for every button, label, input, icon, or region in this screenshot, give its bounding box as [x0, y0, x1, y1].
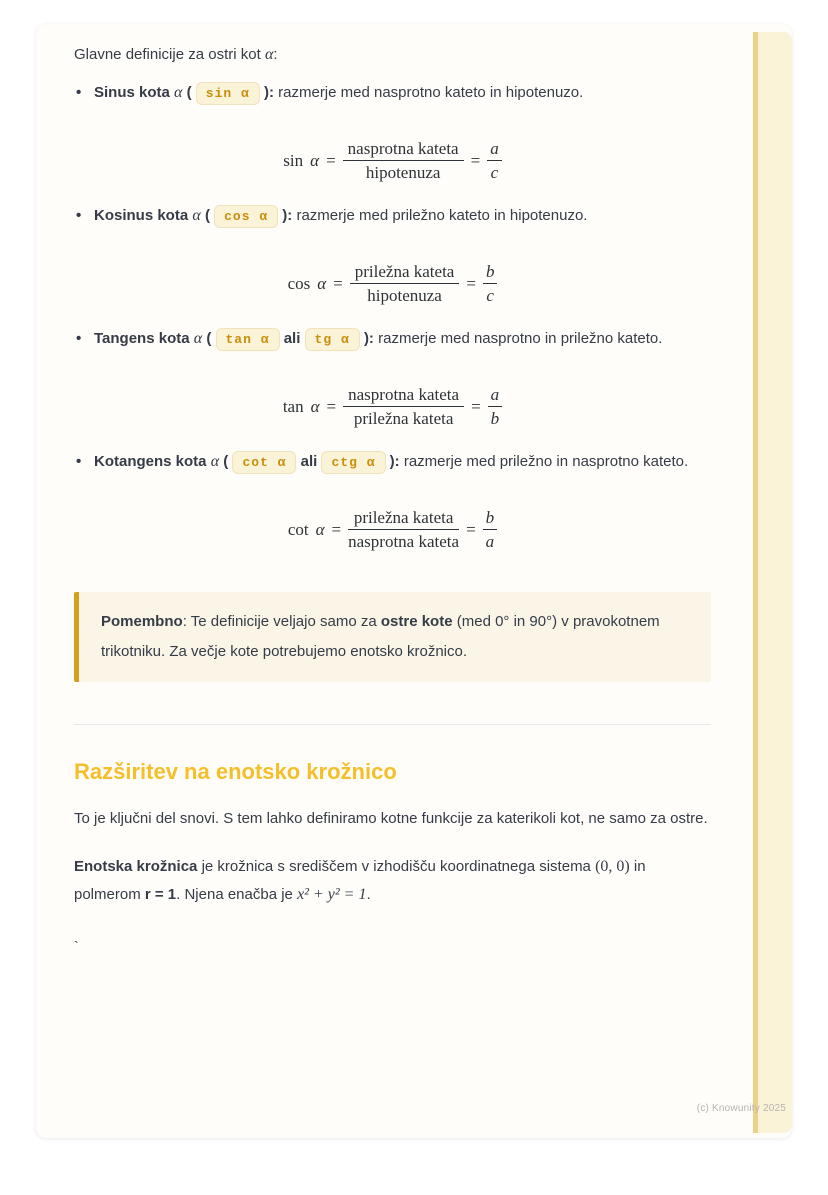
document-page	[36, 24, 792, 1138]
list-item-kosinus: • Kosinus kota α ( cos α ): razmerje med priležno kateto in hipotenuzo.	[74, 201, 711, 231]
intro-text: Glavne definicije za ostri kot	[74, 46, 261, 63]
formula-cos: cos α = $\frac{\text{priležna kateta}}{\text{hipotenuza}}$ = $\frac{b}{c}$	[74, 261, 711, 306]
math-origin: (0, 0)	[595, 858, 630, 875]
callout-label: Pomembno	[101, 613, 183, 630]
copyright-notice: (c) Knowunity 2025	[696, 1103, 786, 1114]
bullet-icon: •	[76, 453, 82, 470]
section-heading: Razširitev na enotsko krožnico	[74, 759, 397, 784]
definition-list	[74, 324, 711, 354]
stray-backtick: `	[74, 938, 79, 954]
formula-cot: cot α = $\frac{\text{priležna kateta}}{\text{nasprotna kateta}}$ = $\frac{b}{a}$	[74, 507, 711, 552]
section-divider	[74, 724, 711, 725]
formula-sin: sin α = $\frac{\text{nasprotna kateta}}{\text{hipotenuza}}$ = $\frac{a}{c}$	[74, 138, 711, 183]
inline-code-cot: cot α	[232, 451, 296, 474]
bullet-icon: •	[76, 330, 82, 347]
fraction: $\frac{a}{b}$	[488, 384, 503, 429]
definition-list	[74, 78, 711, 108]
section-paragraph-1: To je ključni del snovi. S tem lahko definiramo kotne funkcije za katerikoli kot, ne samo za ostre.	[74, 810, 708, 827]
fraction: $\frac{\text{priležna kateta}}{\text{hipotenuza}}$	[350, 261, 460, 306]
section-paragraph-2: Enotska krožnica je krožnica s središčem v izhodišču koordinatnega sistema (0, 0) in polmerom r = 1. Njena enačba je x² + y² = 1.	[74, 858, 646, 903]
fraction: $\frac{a}{c}$	[487, 138, 502, 183]
fraction: $\frac{\text{nasprotna kateta}}{\text{priležna kateta}}$	[343, 384, 464, 429]
list-item-sinus: • Sinus kota α ( sin α ): razmerje med nasprotno kateto in hipotenuzo.	[74, 78, 711, 108]
intro-paragraph: Glavne definicije za ostri kot α:	[74, 46, 278, 63]
fraction: $\frac{b}{a}$	[483, 507, 498, 552]
fraction: $\frac{\text{nasprotna kateta}}{\text{hipotenuza}}$	[343, 138, 464, 183]
definition-list	[74, 201, 711, 231]
page-accent-bar	[753, 32, 792, 1133]
inline-code-cos: cos α	[214, 205, 278, 228]
inline-code-tan: tan α	[216, 328, 280, 351]
fraction: $\frac{\text{priležna kateta}}{\text{nasprotna kateta}}$	[348, 508, 460, 551]
inline-code-tg: tg α	[305, 328, 360, 351]
bullet-icon: •	[76, 84, 82, 101]
inline-code-ctg: ctg α	[321, 451, 385, 474]
inline-code-sin: sin α	[196, 82, 260, 105]
bullet-icon: •	[76, 207, 82, 224]
alpha-symbol: α	[264, 46, 274, 63]
list-item-tangens: • Tangens kota α ( tan α ali tg α ): razmerje med nasprotno in priležno kateto.	[74, 324, 711, 354]
important-callout: Pomembno: Te definicije veljajo samo za ostre kote (med 0° in 90°) v pravokotnem trikotniku. Za večje kote potrebujemo enotsko krožnico.	[74, 592, 711, 682]
definition-list	[74, 447, 711, 477]
list-item-kotangens: • Kotangens kota α ( cot α ali ctg α ): razmerje med priležno in nasprotno kateto.	[74, 447, 711, 477]
page-content	[36, 24, 792, 957]
math-circle-equation: x² + y² = 1	[297, 886, 367, 903]
fraction: $\frac{b}{c}$	[483, 261, 498, 306]
formula-tan: tan α = $\frac{\text{nasprotna kateta}}{\text{priležna kateta}}$ = $\frac{a}{b}$	[74, 384, 711, 429]
